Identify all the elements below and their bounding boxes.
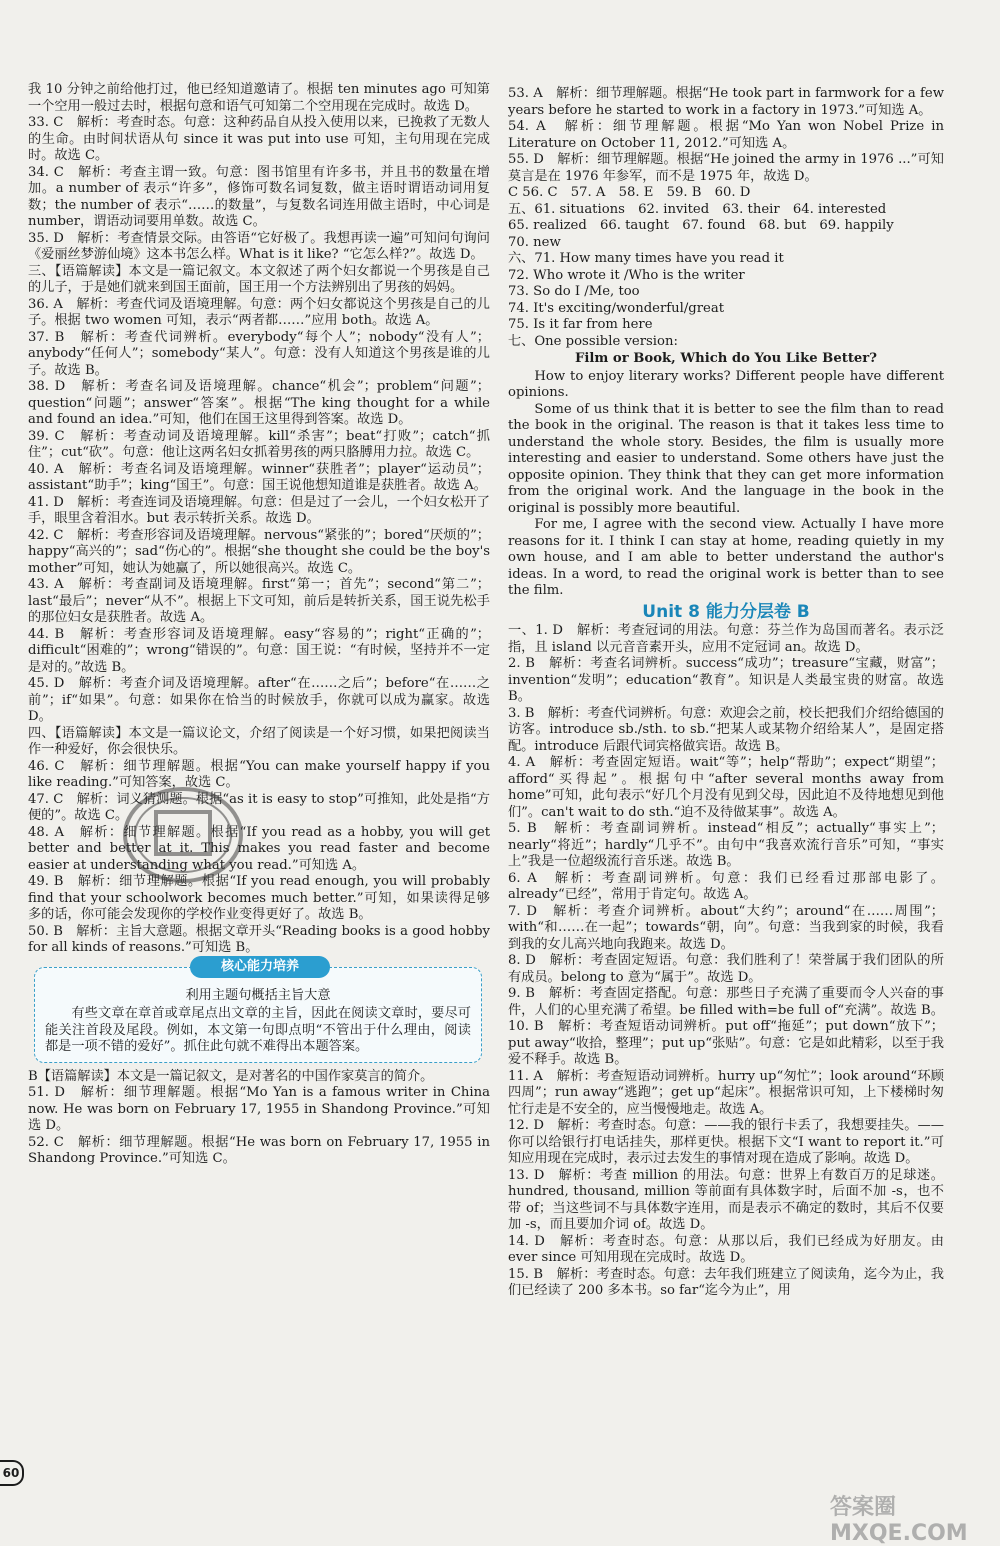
page-number: 60: [0, 1460, 24, 1486]
answer-item: 45. D 解析：考查介词及语境理解。after“在……之后”；before“在……之前”；if“如果”。句意：如果你在恰当的时候放手，你就可以成为赢家。故选 D。: [28, 676, 490, 724]
right-answers: [508, 86, 944, 350]
answer-item: 55. D 解析：细节理解题。根据“He joined the army in 1976 ...”可知莫言是在 1976 年参军，而不是 1975 年，故选 D。: [508, 152, 944, 184]
right-answers-after: [508, 623, 944, 1300]
answer-item: 47. C 解析：词义猜测题。根据“as it is easy to stop”可推知，此处是指“方便的”。故选 C。: [28, 791, 490, 823]
answer-item: 四、【语篇解读】本文是一篇议论文，介绍了阅读是一个好习惯，如果把阅读当作一种爱好，你会很快乐。: [28, 725, 490, 757]
answer-item: 六、71. How many times have you read it: [508, 251, 784, 266]
left-column: [28, 82, 490, 1168]
answer-item: 72. Who wrote it /Who is the writer: [508, 267, 745, 283]
answer-item: 42. C 解析：考查形容词及语境理解。nervous“紧张的”；bored“厌烦的”；happy“高兴的”；sad“伤心的”。根据“she thought she could be the boy's mother”可知，她认为她赢了，所以她很高兴。故选 C。: [28, 527, 490, 576]
answer-item: 13. D 解析：考查 million 的用法。句意：世界上有数百万的足球迷。hundred, thousand, million 等前面有具体数字时，后面不加 -s，也不带 of；当这些词不与具体数字连用，而是表示不确定的数时，其后不仅要加 -s，而且要加介词 of。故选 D。: [508, 1167, 944, 1232]
tip-box: [34, 958, 482, 1063]
answer-item: 75. Is it far from here: [508, 317, 653, 332]
answer-item: 51. D 解析：细节理解题。根据“Mo Yan is a famous writer in China now. He was born on February 17, 1955 in Shandong Province.”可知选 D。: [28, 1085, 490, 1133]
answer-item: 36. A 解析：考查代词及语境理解。句意：两个妇女都说这个男孩是自己的儿子。根据 two women 可知，表示“两者都……”应用 both。故选 A。: [28, 296, 490, 328]
answer-item: 38. D 解析：考查名词及语境理解。chance“机会”；problem“问题”；question“问题”；answer“答案”。根据“The king thought for a while and found an idea.”可知，他们在国王这里得到答案。故选 D。: [28, 379, 490, 427]
answer-item: 七、One possible version:: [508, 333, 678, 349]
answer-item: 一、1. D 解析：考查冠词的用法。句意：芬兰作为岛国而著名。表示泛指，且 island 以元音音素开头，应用不定冠词 an。故选 D。: [508, 623, 944, 655]
essay-paragraph: How to enjoy literary works? Different people have different opinions.: [508, 368, 944, 400]
answer-item: 12. D 解析：考查时态。句意：——我的银行卡丢了，我想要挂失。——你可以给银行打电话挂失，那样更快。根据下文“I want to report it.”可知应用现在完成时，表示过去发生的事情对现在造成了影响。故选 D。: [508, 1118, 944, 1166]
answer-item: 41. D 解析：考查连词及语境理解。句意：但是过了一会儿，一个妇女松开了手，眼里含着泪水。but 表示转折关系。故选 D。: [28, 494, 490, 526]
answer-item: 10. B 解析：考查短语动词辨析。put off“拖延”；put down“放下”；put away“收拾，整理”；put up“张贴”。句意：它是如此精彩，以至于我爱不释手。故选 B。: [508, 1019, 944, 1067]
answer-item: 33. C 解析：考查时态。句意：这种药品自从投入使用以来，已挽救了无数人的生命。由时间状语从句 since it was put into use 可知，主句用现在完成时。故选 C。: [28, 115, 490, 163]
answer-item: 43. A 解析：考查副词及语境理解。first“第一；首先”；second“第二”；last“最后”；never“从不”。根据上下文可知，前后是转折关系，国王说先松手的那位妇女是获胜者。故选 A。: [28, 577, 490, 625]
answer-item: 49. B 解析：细节理解题。根据“If you read enough, you will probably find that your schoolwork becomes much better.”可知，如果读得足够多的话，你可能会发现你的学校作业变得更好了。故选 B。: [28, 874, 490, 922]
answer-item: 35. D 解析：考查情景交际。由答语“它好极了。我想再读一遍”可知问句询问《爱丽丝梦游仙境》这本书怎么样。What is it like? “它怎么样?”。故选 D。: [28, 230, 490, 262]
tip-body: 有些文章在章首或章尾点出文章的主旨，因此在阅读文章时，要尽可能关注首段及尾段。例如，本文第一句即点明“不管出于什么理由，阅读都是一项不错的爱好”。抓住此句就不难得出本题答案。: [45, 1006, 471, 1054]
answer-item: 73. So do I /Me, too: [508, 284, 640, 299]
answer-item: 54. A 解析：细节理解题。根据“Mo Yan won Nobel Prize in Literature on October 11, 2012.”可知选 A。: [508, 119, 944, 151]
answer-item: 74. It's exciting/wonderful/great: [508, 300, 725, 316]
answer-item: 40. A 解析：考查名词及语境理解。winner“获胜者”；player“运动员”；assistant“助手”；king“国王”。句意：国王说他想知道谁是获胜者。故选 A。: [28, 461, 490, 493]
answer-item: 5. B 解析：考查副词辨析。instead“相反”；actually“事实上”；nearly“将近”；hardly“几乎不”。由句中“我喜欢流行音乐”可知，“事实上”我是一位超级流行音乐迷。故选 B。: [508, 821, 944, 869]
answer-item: 70. new: [508, 234, 561, 250]
answer-item: 65. realized 66. taught 67. found 68. but 69. happily: [508, 218, 894, 233]
answer-item: 50. B 解析：主旨大意题。根据文章开头“Reading books is a good hobby for all kinds of reasons.”可知选 B。: [28, 923, 490, 955]
answer-item: 7. D 解析：考查介词辨析。about“大约”；around“在……周围”；with“和……在一起”；towards“朝，向”。句意：当我到家的时候，我看到我的女儿高兴地向我跑来。故选 D。: [508, 903, 944, 952]
essay-body: [508, 369, 944, 600]
left-answers-after: [28, 1069, 490, 1168]
answer-item: 14. D 解析：考查时态。句意：从那以后，我们已经成为好朋友。由 ever since 可知用现在完成时。故选 D。: [508, 1233, 944, 1265]
essay-paragraph: Some of us think that it is better to see the film than to read the book in the original. The reason is that it takes less time to understand the whole story. Besides, the film is usually more interesting and easier to understand. Some others have just the opposite opinion. They think that they can get more information from the original work. And the language in the book in the original is possibly more beautiful.: [508, 401, 944, 516]
answer-item: 3. B 解析：考查代词辨析。句意：欢迎会之前，校长把我们介绍给德国的访客。introduce sb./sth. to sb.“把某人或某物介绍给某人”，是固定搭配。introduce 后跟代词宾格做宾语。故选 B。: [508, 705, 944, 754]
answer-item: 53. A 解析：细节理解题。根据“He took part in farmwork for a few years before he started to work in a factory in 1973.”可知选 A。: [508, 86, 944, 118]
answer-item: 44. B 解析：考查形容词及语境理解。easy“容易的”；right“正确的”；difficult“困难的”；wrong“错误的”。句意：国王说：“有时候，坚持并不一定是对的。”故选 B。: [28, 626, 490, 675]
answer-item: 8. D 解析：考查固定短语。句意：我们胜利了！荣誉属于我们团队的所有成员。belong to 意为“属于”。故选 D。: [508, 953, 944, 985]
stamp-seal-icon: [118, 780, 248, 890]
unit-title: Unit 8 能力分层卷 B: [642, 601, 810, 622]
answer-item: 11. A 解析：考查短语动词辨析。hurry up“匆忙”；look around“环顾四周”；run away“逃跑”；get up“起床”。根据常识可知，上下楼梯时匆忙行走是不安全的，应当慢慢地走。故选 A。: [508, 1068, 944, 1117]
answer-item: 39. C 解析：考查动词及语境理解。kill“杀害”；beat“打败”；catch“抓住”；cut“砍”。句意：他让这两名妇女抓着男孩的两只胳膊用力拉。故选 C。: [28, 428, 490, 460]
answer-item: 4. A 解析：考查固定短语。wait“等”；help“帮助”；expect“期望”；afford“买得起”。根据句中“after several months away from home”可知，此句表示“好几个月没有见到父母，因此迫不及待地想见到他们”。can't wait to do sth.“迫不及待做某事”。故选 A。: [508, 755, 944, 820]
answer-item: 2. B 解析：考查名词辨析。success“成功”；treasure“宝藏，财富”；invention“发明”；education“教育”。知识是人类最宝贵的财富。故选 B。: [508, 656, 944, 704]
answer-item: B【语篇解读】本文是一篇记叙文，是对著名的中国作家莫言的简介。: [28, 1068, 434, 1084]
answer-item: 46. C 解析：细节理解题。根据“You can make yourself happy if you like reading.”可知答案，故选 C。: [28, 758, 490, 790]
answer-item: 9. B 解析：考查固定搭配。句意：那些日子充满了重要而令人兴奋的事件，人们的心里充满了希望。be filled with=be full of“充满”。故选 B。: [508, 986, 944, 1018]
answer-item: 五、61. situations 62. invited 63. their 64. interested: [508, 201, 887, 217]
answer-item: 34. C 解析：考查主谓一致。句意：图书馆里有许多书，并且书的数量在增加。a number of 表示“许多”，修饰可数名词复数，做主语时谓语动词用复数；the number of 表示“……的数量”，与复数名词连用做主语时，中心词是 number，谓语动词要用单数。故选 C。: [28, 164, 490, 229]
answer-item: 我 10 分钟之前给他打过，他已经知道邀请了。根据 ten minutes ago 可知第一个空用一般过去时，根据句意和语气可知第二个空用现在完成时。故选 D。: [28, 82, 490, 114]
answer-item: 15. B 解析：考查时态。句意：去年我们班建立了阅读角，迄今为止，我们已经读了 200 多本书。so far“迄今为止”，用: [508, 1266, 944, 1298]
essay-title: Film or Book, Which do You Like Better?: [575, 351, 877, 366]
tip-title: 利用主题句概括主旨大意: [185, 987, 331, 1003]
answer-item: 48. A 解析：细节理解题。根据“If you read as a hobby, you will get better and better at it. This makes you read faster and become easier at understanding what you read.”可知选 A。: [28, 824, 490, 873]
left-answers: [28, 82, 490, 957]
watermark: 答案圈 MXQE.COM: [830, 1495, 968, 1546]
answer-item: 三、【语篇解读】本文是一篇记叙文。本文叙述了两个妇女都说一个男孩是自己的儿子，于是她们就来到国王面前，国王用一个方法辨别出了男孩的妈妈。: [28, 263, 490, 295]
essay-paragraph: For me, I agree with the second view. Actually I have more reasons for it. I think I can stay at home, reading quietly in my own house, and I am able to better understand the author's ideas. In a word, to read the original work is better than to see the film.: [508, 517, 944, 598]
tip-badge: 核心能力培养: [190, 956, 330, 978]
answer-item: C 56. C 57. A 58. E 59. B 60. D: [508, 185, 751, 200]
answer-item: 6. A 解析：考查副词辨析。句意：我们已经看过那部电影了。already“已经”，常用于肯定句。故选 A。: [508, 870, 944, 902]
right-column: [508, 86, 944, 1300]
answer-item: 52. C 解析：细节理解题。根据“He was born on February 17, 1955 in Shandong Province.”可知选 C。: [28, 1134, 490, 1166]
answer-item: 37. B 解析：考查代词辨析。everybody“每个人”；nobody“没有人”；anybody“任何人”；somebody“某人”。句意：没有人知道这个男孩是谁的儿子。故选 B。: [28, 329, 490, 378]
